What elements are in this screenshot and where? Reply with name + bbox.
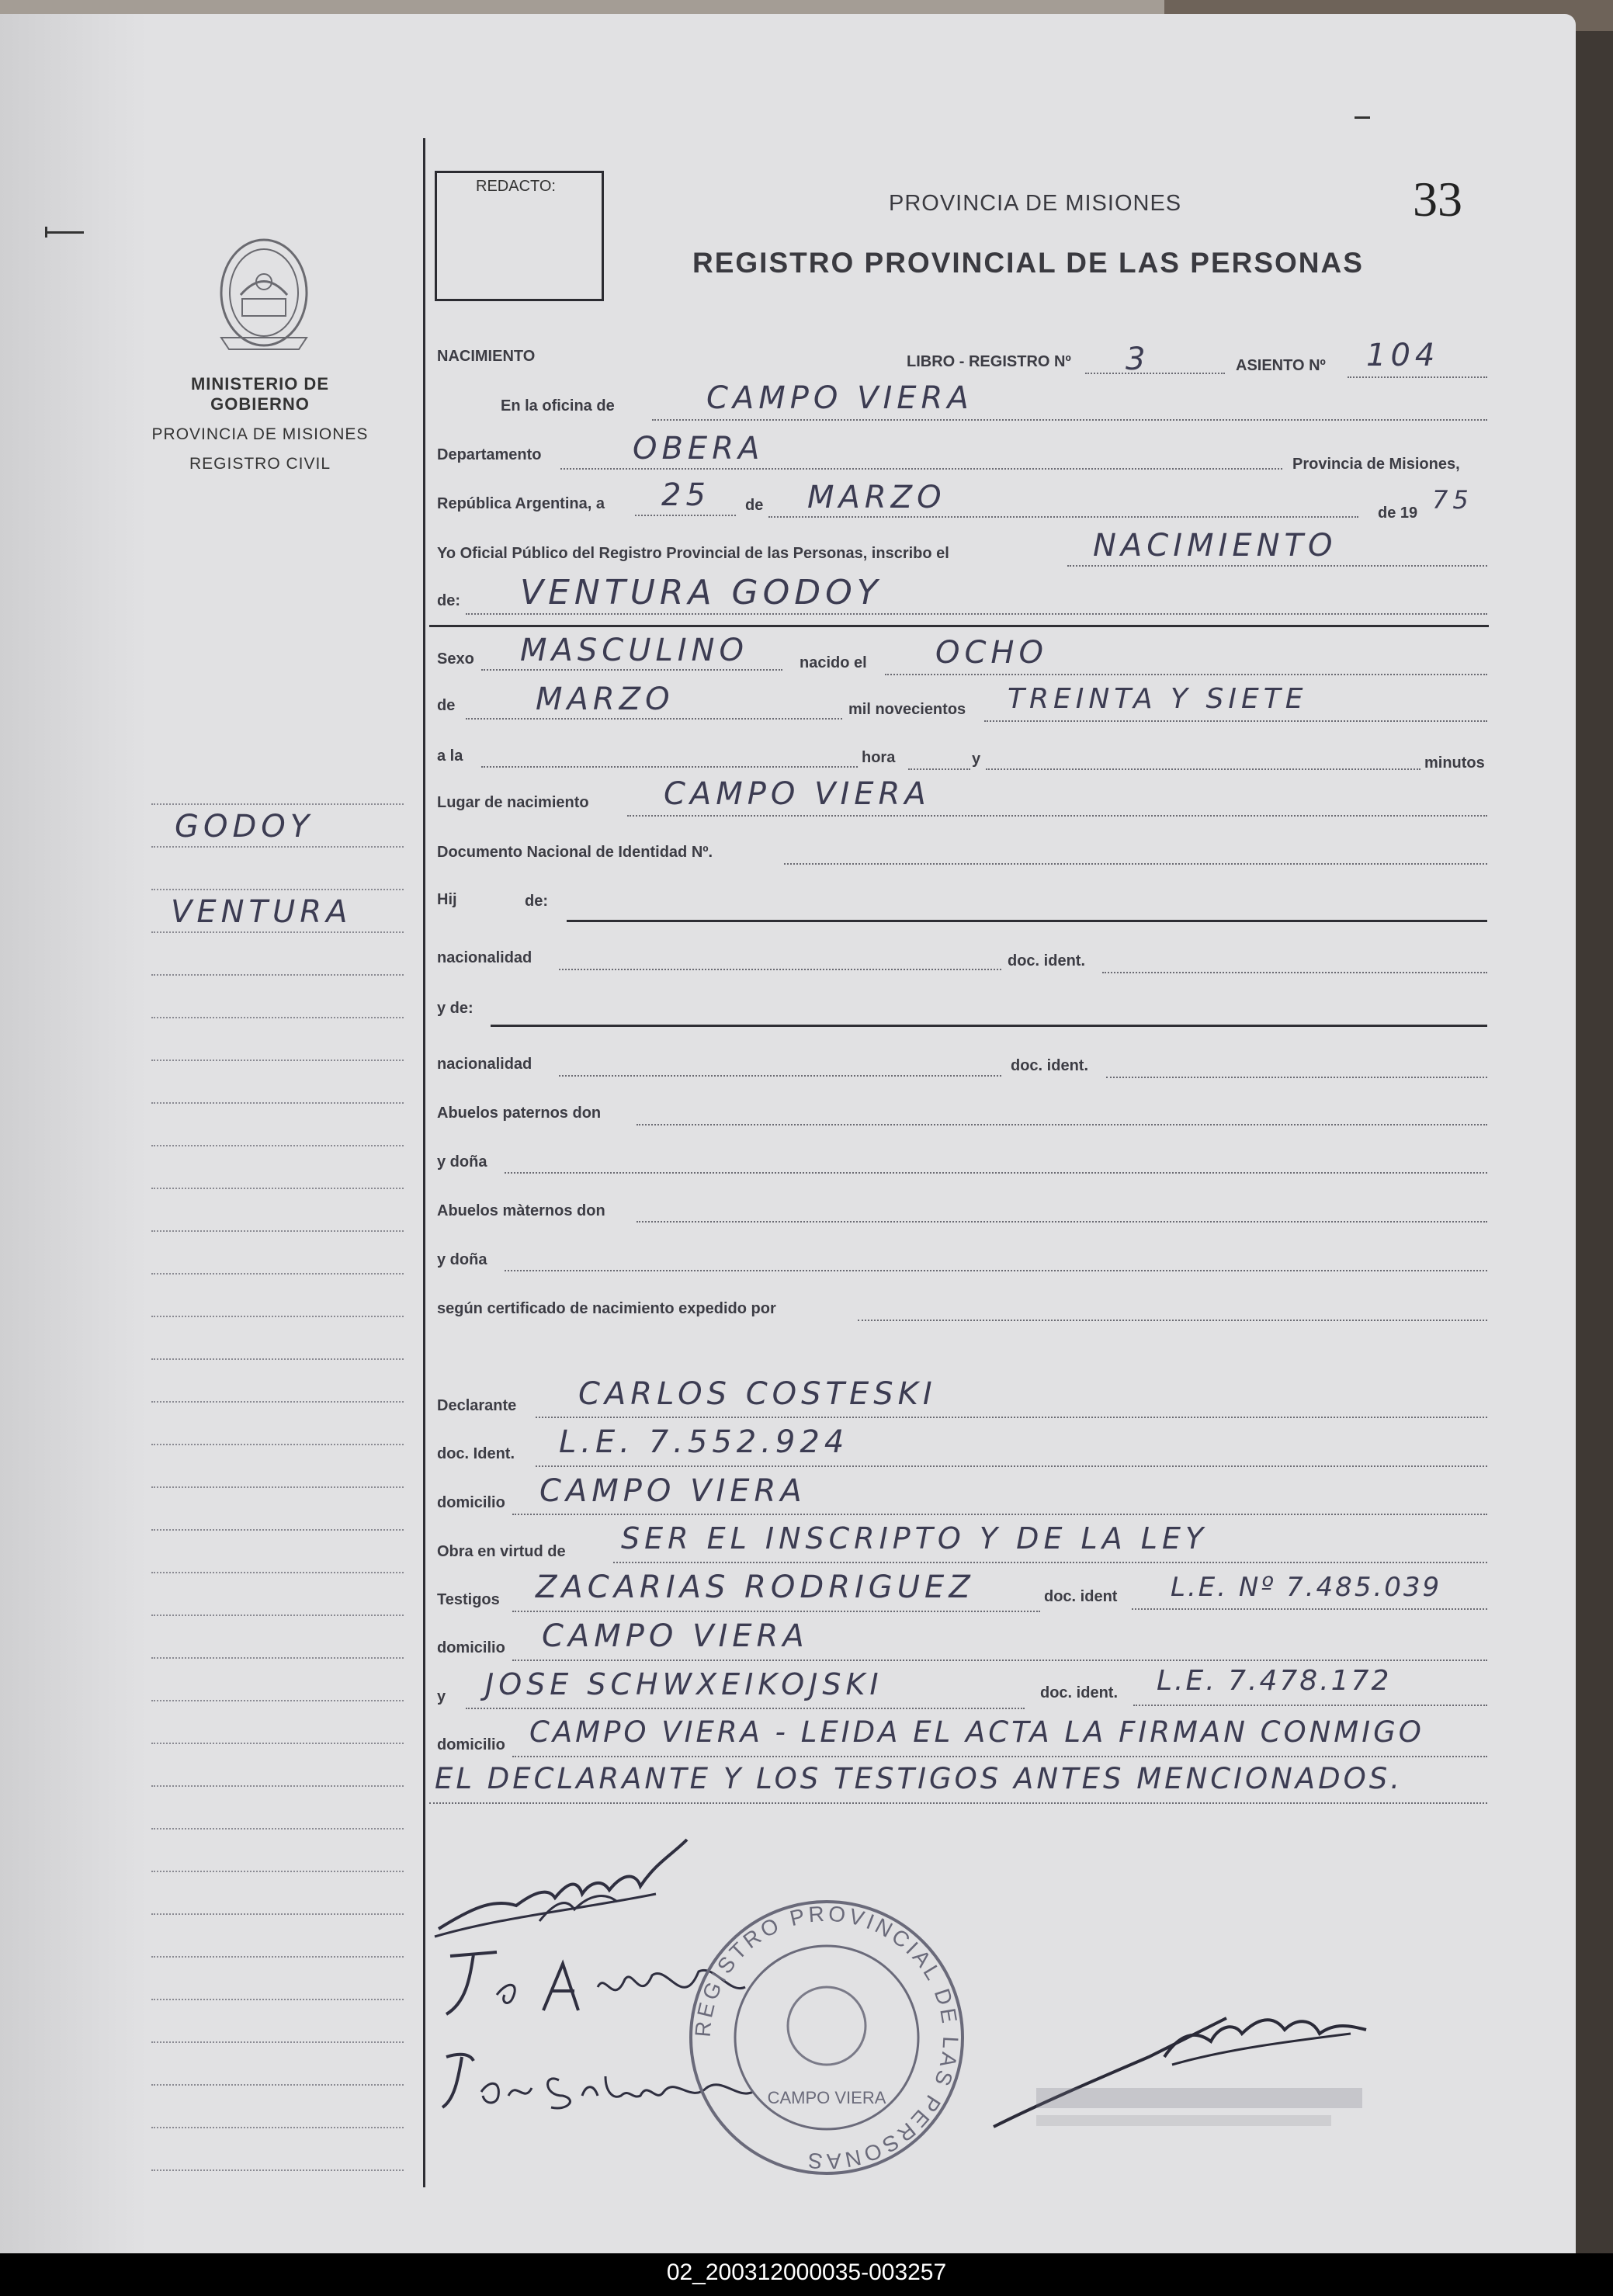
line-nacido-el bbox=[885, 674, 1487, 675]
value-doc-t2: L.E. 7.478.172 bbox=[1157, 1665, 1392, 1697]
label-republica: República Argentina, a bbox=[437, 495, 605, 512]
margin-line bbox=[151, 1529, 404, 1531]
margin-line bbox=[151, 2041, 404, 2043]
margin-line bbox=[151, 1999, 404, 2000]
label-yo-oficial: Yo Oficial Público del Registro Provincial de las Personas, inscribo el bbox=[437, 545, 949, 562]
label-mil-novecientos: mil novecientos bbox=[848, 701, 966, 718]
line-doc-t2 bbox=[1133, 1705, 1487, 1706]
value-obra: SER EL INSCRIPTO Y DE LA LEY bbox=[621, 1521, 1209, 1556]
margin-line bbox=[151, 1956, 404, 1958]
label-provincia: Provincia de Misiones, bbox=[1292, 456, 1460, 473]
margin-line bbox=[151, 2127, 404, 2128]
label-domicilio-3: domicilio bbox=[437, 1736, 505, 1753]
label-doc-ident-2: doc. ident. bbox=[1011, 1057, 1088, 1074]
label-declarante: Declarante bbox=[437, 1397, 517, 1414]
label-doc-ident-t1: doc. ident bbox=[1044, 1588, 1118, 1605]
line-departamento bbox=[560, 468, 1282, 470]
label-nacido-el: nacido el bbox=[800, 654, 867, 671]
value-declarante: CARLOS COSTESKI bbox=[578, 1376, 937, 1412]
value-asiento: 104 bbox=[1366, 338, 1440, 373]
label-nacimiento: NACIMIENTO bbox=[437, 348, 536, 365]
label-de19: de 19 bbox=[1378, 505, 1418, 522]
margin-line bbox=[151, 2169, 404, 2171]
line-documento bbox=[784, 863, 1487, 865]
label-y-de: y de: bbox=[437, 1000, 473, 1017]
margin-line bbox=[151, 1401, 404, 1403]
line-inscribo bbox=[1067, 565, 1487, 567]
line-cierre bbox=[429, 1802, 1487, 1804]
page-number: 33 bbox=[1413, 172, 1462, 227]
official-name-stamp bbox=[1036, 2088, 1362, 2108]
stamp-ring-text: REGISTRO PROVINCIAL DE LAS PERSONAS bbox=[690, 1901, 963, 2174]
margin-line bbox=[151, 974, 404, 976]
value-inscribo: NACIMIENTO bbox=[1093, 528, 1337, 564]
label-y-dona-1: y doña bbox=[437, 1153, 487, 1171]
label-de-nombre: de: bbox=[437, 592, 460, 609]
line-domicilio-1 bbox=[512, 1514, 1487, 1515]
divider-y-de bbox=[491, 1025, 1487, 1027]
value-mes-nac: MARZO bbox=[536, 682, 675, 717]
divider-nombre bbox=[429, 625, 1489, 627]
line-dona-2 bbox=[505, 1270, 1487, 1271]
line-mes-nac bbox=[466, 718, 842, 720]
margin-line bbox=[151, 1486, 404, 1488]
label-doc-ident-t2: doc. ident. bbox=[1040, 1684, 1118, 1701]
value-testigo-2: JOSE SCHWXEIKOJSKI bbox=[485, 1667, 883, 1701]
line-doc-ident-1 bbox=[1102, 972, 1487, 973]
label-domicilio-2: domicilio bbox=[437, 1639, 505, 1656]
line-nacionalidad-1 bbox=[559, 969, 1001, 970]
label-departamento: Departamento bbox=[437, 446, 542, 463]
line-segun bbox=[858, 1320, 1487, 1321]
value-libro: 3 bbox=[1126, 342, 1150, 377]
label-hij-de: de: bbox=[525, 893, 548, 910]
margin-line bbox=[151, 1358, 404, 1360]
province-header: PROVINCIA DE MISIONES bbox=[889, 191, 1182, 216]
margin-line bbox=[151, 1828, 404, 1830]
label-nacionalidad-1: nacionalidad bbox=[437, 949, 532, 966]
value-domicilio-t2: CAMPO VIERA - LEIDA EL ACTA LA FIRMAN CONMIGO bbox=[529, 1715, 1424, 1749]
line-minutos bbox=[986, 768, 1420, 770]
label-y-dona-2: y doña bbox=[437, 1251, 487, 1268]
label-nacionalidad-2: nacionalidad bbox=[437, 1056, 532, 1073]
label-lugar: Lugar de nacimiento bbox=[437, 794, 589, 811]
line-doc-t1 bbox=[1132, 1608, 1487, 1610]
margin-line bbox=[151, 803, 404, 805]
line-a-la bbox=[481, 766, 858, 768]
line-testigo-1 bbox=[512, 1611, 1040, 1612]
line-sexo bbox=[481, 669, 782, 671]
label-abuelos-paternos: Abuelos paternos don bbox=[437, 1105, 602, 1122]
line-testigo-2 bbox=[466, 1708, 1025, 1709]
value-anio: 75 bbox=[1432, 485, 1473, 515]
label-documento: Documento Nacional de Identidad Nº. bbox=[437, 844, 713, 861]
margin-line bbox=[151, 1102, 404, 1104]
value-nombre: VENTURA GODOY bbox=[520, 573, 883, 612]
line-hora bbox=[908, 768, 970, 770]
line-nombre bbox=[466, 613, 1487, 615]
margin-line bbox=[151, 1743, 404, 1744]
line-anio-nac bbox=[984, 720, 1487, 722]
binding-mark bbox=[45, 231, 84, 234]
page-edge bbox=[1576, 31, 1613, 2259]
label-oficina: En la oficina de bbox=[501, 397, 615, 414]
ministry-block bbox=[151, 374, 369, 473]
line-abuelos-paternos bbox=[637, 1124, 1487, 1125]
label-domicilio-1: domicilio bbox=[437, 1494, 505, 1511]
value-lugar: CAMPO VIERA bbox=[664, 776, 931, 812]
value-mes: MARZO bbox=[807, 480, 946, 515]
label-a-la: a la bbox=[437, 747, 463, 765]
margin-line bbox=[151, 1614, 404, 1616]
registry-stamp-icon bbox=[683, 1894, 970, 2181]
margin-surname: GODOY bbox=[175, 809, 314, 845]
line-libro bbox=[1085, 373, 1225, 374]
label-testigos: Testigos bbox=[437, 1591, 500, 1608]
line-abuelos-maternos bbox=[637, 1221, 1487, 1223]
value-oficina: CAMPO VIERA bbox=[706, 380, 973, 416]
margin-line bbox=[151, 1913, 404, 1915]
label-hora: hora bbox=[862, 749, 896, 766]
value-domicilio-t1: CAMPO VIERA bbox=[542, 1618, 809, 1654]
redacto-box bbox=[435, 171, 604, 301]
value-nacido-el: OCHO bbox=[935, 635, 1048, 671]
margin-given-name: VENTURA bbox=[171, 894, 352, 930]
line-declarante bbox=[536, 1417, 1487, 1418]
page-binding-shade bbox=[0, 14, 147, 2253]
line-mes bbox=[768, 516, 1358, 518]
page-corner-mark bbox=[1355, 116, 1370, 119]
official-title-stamp bbox=[1036, 2115, 1331, 2126]
value-doc-decl: L.E. 7.552.924 bbox=[559, 1424, 849, 1460]
line-doc-decl bbox=[536, 1465, 1487, 1467]
margin-line bbox=[151, 1316, 404, 1317]
margin-line bbox=[151, 1060, 404, 1061]
label-asiento: ASIENTO Nº bbox=[1236, 357, 1326, 374]
margin-line bbox=[151, 1444, 404, 1445]
margin-line bbox=[151, 1273, 404, 1275]
value-cierre: EL DECLARANTE Y LOS TESTIGOS ANTES MENCIONADOS. bbox=[435, 1762, 1403, 1795]
signature-declarante bbox=[423, 1824, 718, 1948]
value-sexo: MASCULINO bbox=[520, 633, 748, 668]
value-dia: 25 bbox=[661, 477, 710, 513]
ministry-name: MINISTERIO DE GOBIERNO bbox=[190, 374, 329, 414]
label-de-mes: de bbox=[437, 697, 456, 714]
line-oficina bbox=[652, 419, 1487, 421]
margin-line bbox=[151, 1785, 404, 1787]
label-sexo: Sexo bbox=[437, 650, 474, 668]
value-departamento: OBERA bbox=[633, 431, 765, 466]
image-caption: 02_200312000035-003257 bbox=[666, 2260, 947, 2285]
label-libro: LIBRO - REGISTRO Nº bbox=[907, 353, 1071, 370]
line-domicilio-2 bbox=[512, 1660, 1487, 1661]
label-minutos: minutos bbox=[1424, 754, 1485, 772]
label-de: de bbox=[745, 497, 764, 514]
label-segun: según certificado de nacimiento expedido por bbox=[437, 1300, 776, 1317]
margin-line bbox=[151, 889, 404, 890]
divider-hij bbox=[567, 920, 1487, 922]
value-doc-t1: L.E. Nº 7.485.039 bbox=[1171, 1572, 1442, 1603]
redacto-label: REDACTO: bbox=[476, 178, 556, 195]
line-dona-1 bbox=[505, 1172, 1487, 1174]
ministry-registry: REGISTRO CIVIL bbox=[189, 455, 331, 473]
line-nacionalidad-2 bbox=[559, 1075, 1001, 1077]
margin-line bbox=[151, 1188, 404, 1189]
label-hij: Hij bbox=[437, 891, 457, 908]
binding-mark bbox=[45, 227, 47, 238]
registry-title: REGISTRO PROVINCIAL DE LAS PERSONAS bbox=[692, 247, 1364, 279]
line-obra bbox=[613, 1562, 1487, 1563]
label-obra: Obra en virtud de bbox=[437, 1543, 566, 1560]
margin-line bbox=[151, 931, 404, 933]
line-lugar bbox=[627, 815, 1487, 817]
margin-line bbox=[151, 1145, 404, 1146]
ministry-province: PROVINCIA DE MISIONES bbox=[151, 425, 369, 443]
label-doc-ident-1: doc. ident. bbox=[1008, 952, 1085, 969]
margin-line bbox=[151, 1657, 404, 1659]
margin-line bbox=[151, 846, 404, 848]
value-domicilio-decl: CAMPO VIERA bbox=[539, 1473, 806, 1509]
line-domicilio-3 bbox=[512, 1756, 1487, 1757]
value-anio-nac: TREINTA Y SIETE bbox=[1008, 683, 1308, 715]
value-testigo-1: ZACARIAS RODRIGUEZ bbox=[536, 1569, 975, 1605]
label-doc-ident-decl: doc. Ident. bbox=[437, 1445, 515, 1462]
line-dia bbox=[635, 515, 736, 516]
line-doc-ident-2 bbox=[1106, 1077, 1487, 1078]
label-abuelos-maternos: Abuelos màternos don bbox=[437, 1202, 605, 1219]
provincial-seal-icon bbox=[217, 237, 310, 353]
margin-line bbox=[151, 1017, 404, 1018]
label-y-hora: y bbox=[972, 751, 981, 768]
stamp-inner-text: CAMPO VIERA bbox=[767, 2088, 886, 2107]
margin-line bbox=[151, 2084, 404, 2086]
margin-line bbox=[151, 1871, 404, 1872]
margin-line bbox=[151, 1700, 404, 1701]
label-y-testigo-2: y bbox=[437, 1688, 446, 1705]
margin-line bbox=[151, 1230, 404, 1232]
line-asiento bbox=[1348, 376, 1487, 378]
margin-line bbox=[151, 1572, 404, 1573]
